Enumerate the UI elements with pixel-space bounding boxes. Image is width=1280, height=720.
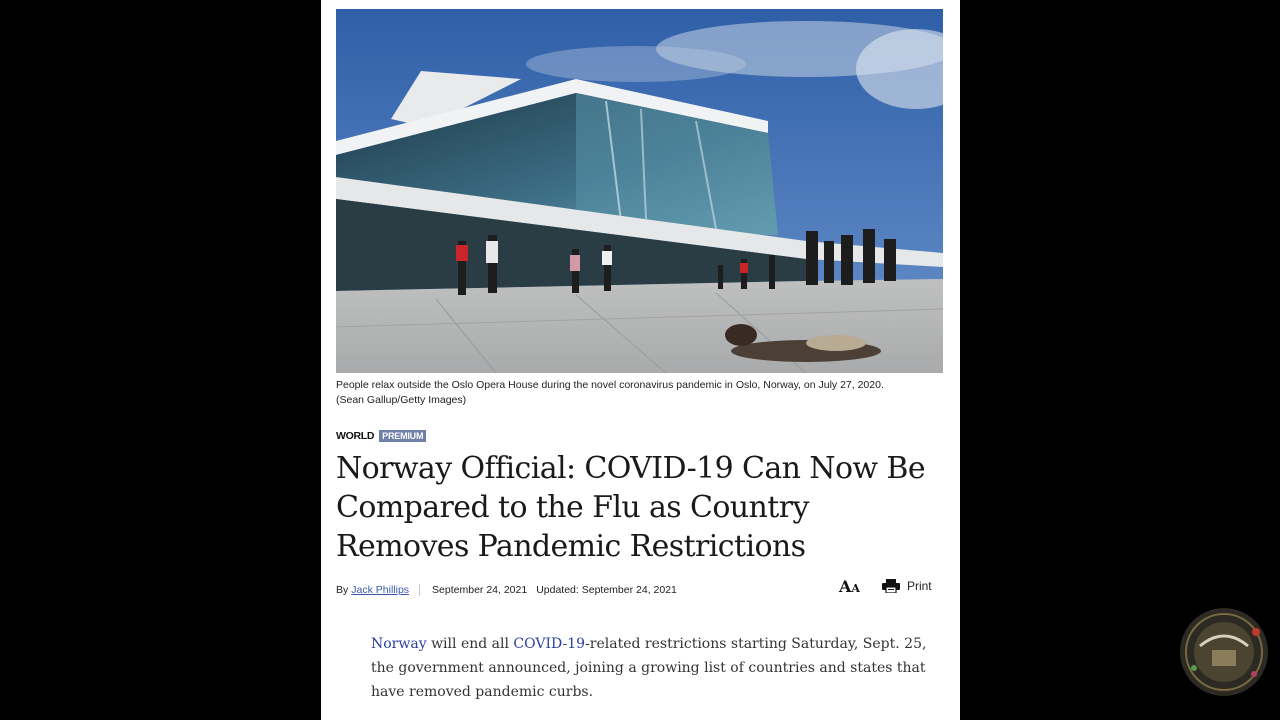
article-headline: Norway Official: COVID-19 Can Now Be Compared to the Flu as Country Removes Pandemic Restrictions (336, 451, 926, 564)
body-text-2: -related restrictions starting Saturday, Sept. 25, the government announced, joining a growing list of countries and states that have removed pandemic curbs. (371, 636, 927, 700)
byline-divider (419, 584, 420, 596)
font-size-icon[interactable] (839, 577, 860, 596)
norway-link[interactable]: Norway (371, 636, 427, 652)
article-labels (336, 429, 426, 443)
photo-caption (336, 378, 936, 408)
premium-badge: PREMIUM (379, 430, 426, 442)
updated-date: Updated: September 24, 2021 (536, 584, 677, 596)
caption-credit: (Sean Gallup/Getty Images) (336, 394, 467, 406)
article-page (321, 0, 960, 720)
article-body-paragraph (371, 632, 931, 704)
covid-link[interactable]: COVID-19 (513, 636, 586, 652)
byline-prefix: By (336, 584, 349, 596)
article-tools (839, 576, 932, 596)
print-button[interactable]: Print (906, 579, 932, 593)
body-text-1: will end all (426, 636, 514, 652)
printer-icon[interactable] (882, 579, 900, 593)
font-size-icon-small: A (851, 581, 860, 595)
author-link[interactable]: Jack Phillips (351, 584, 410, 596)
publish-date: September 24, 2021 (432, 584, 528, 596)
watermark-emblem-icon (1178, 606, 1270, 698)
section-label[interactable]: WORLD (336, 430, 375, 442)
caption-text: People relax outside the Oslo Opera House during the novel coronavirus pandemic in Oslo, Norway, on July 27, 2020. (336, 379, 884, 391)
article-photo (336, 9, 943, 373)
font-size-icon-large: A (839, 576, 852, 596)
